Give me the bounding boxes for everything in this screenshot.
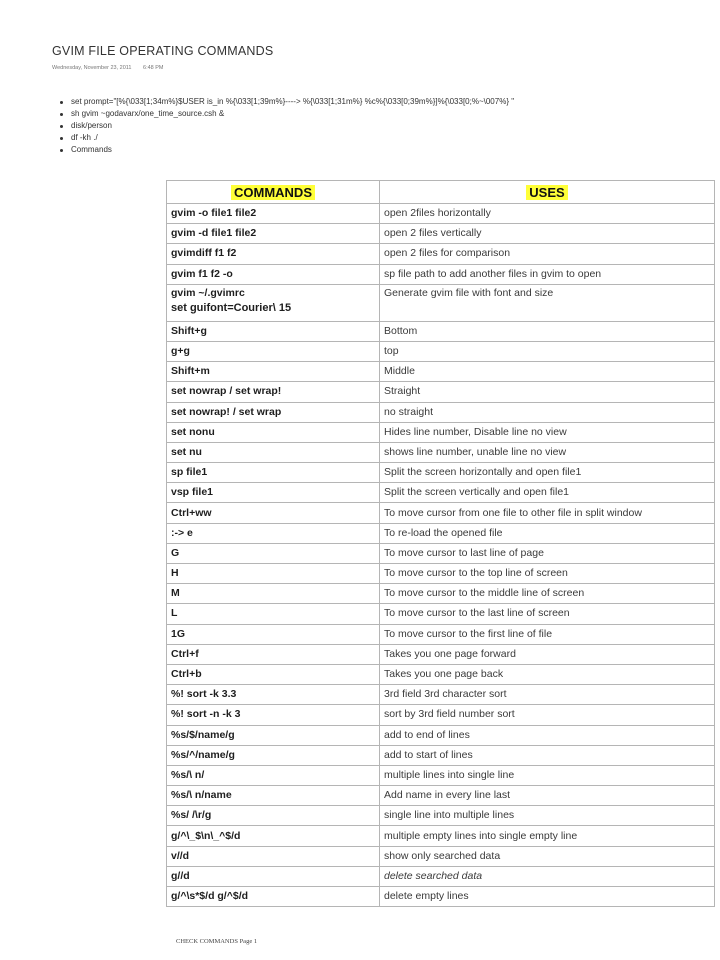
command-text-line2: set guifont=Courier\ 15 bbox=[171, 301, 292, 314]
command-text: g+g bbox=[171, 345, 190, 358]
use-cell: Takes you one page back bbox=[380, 664, 715, 684]
table-row bbox=[167, 624, 715, 644]
table-row bbox=[167, 204, 715, 224]
use-cell: Straight bbox=[380, 382, 715, 402]
notes-list bbox=[60, 96, 514, 156]
command-text: %s/$/name/g bbox=[171, 728, 235, 741]
command-cell bbox=[167, 584, 380, 604]
command-text: sp file1 bbox=[171, 466, 208, 479]
use-cell: delete searched data bbox=[380, 866, 715, 886]
command-text: v//d bbox=[171, 849, 190, 862]
table-row bbox=[167, 523, 715, 543]
command-text: 1G bbox=[171, 627, 186, 640]
command-cell bbox=[167, 765, 380, 785]
use-cell: no straight bbox=[380, 402, 715, 422]
column-header-uses bbox=[380, 181, 715, 204]
command-text: :-> e bbox=[171, 526, 193, 539]
command-text: H bbox=[171, 567, 179, 580]
command-text: gvimdiff f1 f2 bbox=[171, 247, 237, 260]
command-cell bbox=[167, 204, 380, 224]
command-text: gvim ~/.gvimrc bbox=[171, 286, 245, 299]
command-text: g/^\_$\n\_^$/d bbox=[171, 829, 241, 842]
command-cell bbox=[167, 264, 380, 284]
command-text: Shift+m bbox=[171, 365, 210, 378]
table-row bbox=[167, 564, 715, 584]
table-row bbox=[167, 705, 715, 725]
table-row bbox=[167, 887, 715, 907]
command-text: Ctrl+b bbox=[171, 668, 202, 681]
table-row bbox=[167, 765, 715, 785]
table-row bbox=[167, 745, 715, 765]
table-header-row bbox=[167, 181, 715, 204]
command-cell bbox=[167, 244, 380, 264]
use-cell: Split the screen vertically and open file1 bbox=[380, 483, 715, 503]
page-timestamp bbox=[52, 65, 174, 71]
command-cell bbox=[167, 503, 380, 523]
command-cell bbox=[167, 362, 380, 382]
command-cell bbox=[167, 624, 380, 644]
command-cell bbox=[167, 341, 380, 361]
command-cell bbox=[167, 422, 380, 442]
use-cell: add to end of lines bbox=[380, 725, 715, 745]
page-title: GVIM FILE OPERATING COMMANDS bbox=[52, 44, 274, 58]
command-text: set nonu bbox=[171, 425, 215, 438]
table-row bbox=[167, 786, 715, 806]
command-text: %! sort -n -k 3 bbox=[171, 708, 241, 721]
command-text: G bbox=[171, 546, 180, 559]
table-body bbox=[167, 204, 715, 907]
table-row bbox=[167, 584, 715, 604]
use-cell: single line into multiple lines bbox=[380, 806, 715, 826]
command-text: %s/\ n/name bbox=[171, 789, 232, 802]
command-text: gvim f1 f2 -o bbox=[171, 267, 233, 280]
command-text: %s/ /\r/g bbox=[171, 809, 212, 822]
use-cell: Hides line number, Disable line no view bbox=[380, 422, 715, 442]
page-footer: CHECK COMMANDS Page 1 bbox=[176, 938, 258, 945]
command-text: Ctrl+ww bbox=[171, 506, 212, 519]
table-row bbox=[167, 442, 715, 462]
table-row bbox=[167, 644, 715, 664]
list-item: set prompt="[%{\033[1;34m%}$USER is_in %{\033[1;39m%}----> %{\033[1;31m%} %c%{\033[0;39m%}]%{\033[0;%~\007%} " bbox=[60, 96, 514, 108]
use-cell: Bottom bbox=[380, 321, 715, 341]
use-cell: To move cursor to the middle line of screen bbox=[380, 584, 715, 604]
command-cell bbox=[167, 224, 380, 244]
list-item: df -kh ./ bbox=[60, 132, 514, 144]
use-cell: multiple lines into single line bbox=[380, 765, 715, 785]
use-cell: sort by 3rd field number sort bbox=[380, 705, 715, 725]
command-cell bbox=[167, 745, 380, 765]
command-text: Ctrl+f bbox=[171, 647, 199, 660]
use-cell: Middle bbox=[380, 362, 715, 382]
command-cell bbox=[167, 604, 380, 624]
use-cell: sp file path to add another files in gvim to open bbox=[380, 264, 715, 284]
table-row bbox=[167, 826, 715, 846]
list-item: Commands bbox=[60, 144, 514, 156]
command-cell bbox=[167, 321, 380, 341]
table-row bbox=[167, 284, 715, 321]
table-row bbox=[167, 685, 715, 705]
use-cell: Split the screen horizontally and open file1 bbox=[380, 463, 715, 483]
command-text: L bbox=[171, 607, 178, 620]
table-row bbox=[167, 725, 715, 745]
table-row bbox=[167, 503, 715, 523]
table-row bbox=[167, 402, 715, 422]
command-text: %s/\ n/ bbox=[171, 768, 205, 781]
use-cell: To move cursor to last line of page bbox=[380, 543, 715, 563]
use-cell: open 2 files vertically bbox=[380, 224, 715, 244]
command-text: gvim -d file1 file2 bbox=[171, 227, 257, 240]
table-row bbox=[167, 321, 715, 341]
command-text: set nowrap! / set wrap bbox=[171, 405, 282, 418]
table-row bbox=[167, 382, 715, 402]
page-date: Wednesday, November 23, 2011 bbox=[52, 65, 132, 71]
use-cell: Add name in every line last bbox=[380, 786, 715, 806]
command-cell bbox=[167, 284, 380, 321]
use-cell: To re-load the opened file bbox=[380, 523, 715, 543]
table-row bbox=[167, 264, 715, 284]
use-cell: open 2files horizontally bbox=[380, 204, 715, 224]
use-cell: show only searched data bbox=[380, 846, 715, 866]
command-cell bbox=[167, 442, 380, 462]
use-cell: To move cursor from one file to other file in split window bbox=[380, 503, 715, 523]
use-cell: shows line number, unable line no view bbox=[380, 442, 715, 462]
table-row bbox=[167, 362, 715, 382]
use-cell: add to start of lines bbox=[380, 745, 715, 765]
command-cell bbox=[167, 543, 380, 563]
table-row bbox=[167, 244, 715, 264]
list-item: disk/person bbox=[60, 120, 514, 132]
command-text: M bbox=[171, 587, 180, 600]
list-item: sh gvim ~godavarx/one_time_source.csh & bbox=[60, 108, 514, 120]
command-cell bbox=[167, 402, 380, 422]
command-text: Shift+g bbox=[171, 324, 207, 337]
highlighted-header-text: USES bbox=[526, 185, 567, 200]
use-cell: delete empty lines bbox=[380, 887, 715, 907]
command-cell bbox=[167, 564, 380, 584]
use-cell: To move cursor to the last line of screen bbox=[380, 604, 715, 624]
table-row bbox=[167, 866, 715, 886]
command-cell bbox=[167, 463, 380, 483]
command-text: set nowrap / set wrap! bbox=[171, 385, 282, 398]
command-cell bbox=[167, 685, 380, 705]
commands-table bbox=[166, 180, 715, 907]
use-cell: Takes you one page forward bbox=[380, 644, 715, 664]
command-text: set nu bbox=[171, 445, 202, 458]
command-text: g/^\s*$/d g/^$/d bbox=[171, 890, 249, 903]
command-cell bbox=[167, 483, 380, 503]
command-text: %! sort -k 3.3 bbox=[171, 688, 237, 701]
use-cell: 3rd field 3rd character sort bbox=[380, 685, 715, 705]
use-cell: To move cursor to the first line of file bbox=[380, 624, 715, 644]
command-cell bbox=[167, 846, 380, 866]
table-row bbox=[167, 422, 715, 442]
page-time: 6:48 PM bbox=[143, 65, 164, 71]
command-text: vsp file1 bbox=[171, 486, 214, 499]
command-cell bbox=[167, 806, 380, 826]
use-cell: open 2 files for comparison bbox=[380, 244, 715, 264]
command-cell bbox=[167, 725, 380, 745]
use-cell: multiple empty lines into single empty line bbox=[380, 826, 715, 846]
command-text: g//d bbox=[171, 869, 190, 882]
highlighted-header-text: COMMANDS bbox=[231, 185, 315, 200]
table-row bbox=[167, 604, 715, 624]
table-row bbox=[167, 543, 715, 563]
command-cell bbox=[167, 705, 380, 725]
table-row bbox=[167, 806, 715, 826]
use-cell: top bbox=[380, 341, 715, 361]
command-text: gvim -o file1 file2 bbox=[171, 207, 257, 220]
use-cell: To move cursor to the top line of screen bbox=[380, 564, 715, 584]
table-row bbox=[167, 483, 715, 503]
command-cell bbox=[167, 786, 380, 806]
command-cell bbox=[167, 826, 380, 846]
command-cell bbox=[167, 887, 380, 907]
command-cell bbox=[167, 644, 380, 664]
use-cell: Generate gvim file with font and size bbox=[380, 284, 715, 321]
command-cell bbox=[167, 523, 380, 543]
command-cell bbox=[167, 382, 380, 402]
table-row bbox=[167, 224, 715, 244]
table-row bbox=[167, 463, 715, 483]
table-row bbox=[167, 846, 715, 866]
column-header-commands bbox=[167, 181, 380, 204]
table-row bbox=[167, 341, 715, 361]
command-cell bbox=[167, 664, 380, 684]
command-text: %s/^/name/g bbox=[171, 748, 235, 761]
table-row bbox=[167, 664, 715, 684]
command-cell bbox=[167, 866, 380, 886]
